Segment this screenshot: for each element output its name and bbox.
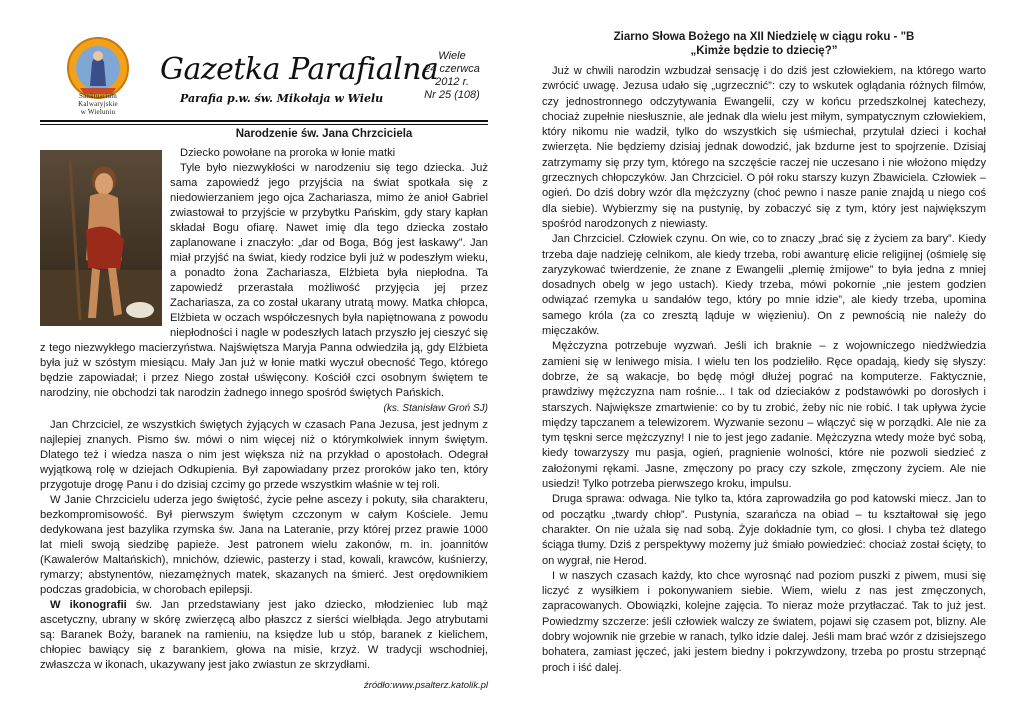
issue-year: 2012 r. [435, 76, 469, 88]
logo-line: Kalwaryjskie [78, 100, 118, 108]
article-paragraph: Tyle było niezwykłości w narodzeniu się tego dziecka. Już sama zapowiedź jego przyjścia na świat spotkała się z niedowierzaniem jego ojca Zachariasza, mimo że anioł Gabriel zwiastował to przyjście w przybytku Pańskim, gdy stary kapłan składał Bogu ofiarę. Nawet imię dla tego dziecka zostało zaplanowane i znaczyło: „dar od Boga, Bóg jest łaskawy”. Jan miał przyjść na świat, kiedy rodzice byli już w podeszłym wieku, a ponadto żona Zachariasza, Elżbieta była niepłodna. Ta zapowiedź przerastała możliwość przyjęcia jej przez Zachariasza, za co został ukarany utratą mowy. Matka chłopca, Elżbieta w oczach współczesnych była napiętnowana z powodu niepłodności i nagle w podeszłych latach przyszło jej cieszyć się z tego niezwykłego macierzyństwa. Najświętsza Maryja Panna odwiedziła ją, gdy Elżbieta była już w szóstym miesiącu. Mały Jan już w łonie matki wyczuł obecność Tego, którego będzie zapowiadał; i przez Niego został uświęcony. Kościół czci osobnym świętem te narodziny, nie obchodzi tak narodzin żadnego innego spośród świętych Pańskich. [40, 162, 488, 399]
parish-subtitle: Parafia p.w. św. Mikołaja w Wielu [180, 92, 384, 105]
homily-paragraph: Mężczyzna potrzebuje wyzwań. Jeśli ich braknie – z wojowniczego niedźwiedzia zamieni się w leniwego misia. I wielu ten los podzieliło. Ręce opadają, kiedy się słyszy: dobrze, że są wakacje, bo będę mógł dłużej pograć na komputerze. Faktycznie, prawdziwy mężczyzna nam rośnie... I tak od dzieciaków z podstawówki po dorosłych i starszych. Największe zmartwienie: co by tu zrobić, żeby nic nie robić. I tak upływa życie między tapczanem a telewizorem. Wyzwanie sezonu – włączyć się w porządki. Ale nie za tym tęskni serce mężczyzny! I nie to jest jego zadanie. Mężczyzna wtedy może być sobą, kiedy towarzyszy mu pasja, ogień, pragnienie wolności, które nie pozwoli siedzieć z założonymi rękami. Jasne, zmęczony po pracy czy szkole, zmęczony życiem. Ale nie usiedzi! Tylko potrzeba pierwszego kroku, impulsu. [542, 340, 986, 491]
iconography-label: W ikonografii [50, 599, 127, 611]
newsletter-title: Gazetka Parafialna [160, 52, 439, 87]
logo-line: w Wieluniu [80, 108, 116, 116]
issue-info [412, 50, 492, 102]
homily-paragraph: Jan Chrzciciel. Człowiek czynu. On wie, co to znaczy „brać się z życiem za bary”. Kiedy trzeba daje nadzieję celnikom, ale kiedy trzeba, robi awanturę elicie religijnej (ośmielę się zaryzykować twierdzenie, że znane z Ewangelii „plemię żmijowe” to była jedna z mniej dosadnych obelg w jego ustach). Kiedy trzeba, mówi pokornie „nie jestem godzien odwiązać rzemyka u sandałów tego, który po mnie idzie”, ale kiedy trzeba, upomina samego króla (za co zresztą ląduje w więzieniu). On z pewnością nie należy do mięczaków. [542, 233, 986, 338]
article-paragraph: W Janie Chrzcicielu uderza jego świętość, życie pełne ascezy i pokuty, siła charakteru, bezkompromisowość. Był pierwszym świętym czczonym w całym Kościele. Jemu dedykowana jest bazylika rzymska św. Jana na Lateranie, przy której przez prawie 1000 lat mieli swoją siedzibę papieże. Jest patronem wielu zakonów, m. in. joannitów (Kawalerów Maltańskich), mnichów, dziewic, pasterzy i stad, kowali, krawców, kuśnierzy, rymarzy; abstynentów, niezamężnych matek, skazanych na śmierć. Jest orędownikiem podczas gradobicia, w chorobach epilepsji. [40, 494, 488, 596]
source-credit: źródło:www.psalterz.katolik.pl [363, 680, 488, 691]
homily-title-line2: „Kimże będzie to dziecię?” [690, 45, 838, 57]
author-signature: (ks. Stanisław Groń SJ) [383, 403, 488, 414]
homily-paragraph: I w naszych czasach każdy, kto chce wyrosnąć nad poziom puszki z piwem, musi się liczyć z wysiłkiem i pokonywaniem siebie. Wiem, wielu z nas jest zmęczonych, zapracowanych. Obowiązki, kolejne zajęcia. To nieraz może przytłaczać. Tak to już jest. Powiedzmy szczerze: jeśli człowiek walczy ze światem, pojawi się czasem pot, blizny. Ale dobry wojownik nie grzebie w ranach, tylko idzie dalej. Jeśli mam brać wzór z dzisiejszego bohatera, zamiast jęczeć, jaki jestem biedny i pokrzywdzony, trzeba po prostu strzepnąć proch i iść dalej. [542, 569, 986, 674]
homily-paragraph: Druga sprawa: odwaga. Nie tylko ta, która zaprowadziła go pod katowski miecz. Jan to od początku „twardy chłop”. Pustynia, szarańcza na obiad – tu kształtował się jego charakter. On nie użala się nad sobą. Żyje dokładnie tym, co głosi. I chyba też dlatego ściąga tłumy. Dziś z perspektywy możemy już śmiało powiedzieć: chociaż został ścięty, to on wygrał, nie Herod. [542, 493, 986, 567]
logo-caption [56, 92, 140, 116]
header-rule-thin [40, 124, 488, 125]
masthead [40, 30, 488, 118]
birth-article [40, 128, 488, 414]
homily-paragraph: Już w chwili narodzin wzbudzał sensację i do dziś jest człowiekiem, na którego warto zwrócić uwagę. Jezusa udało się „ugrzecznić”: czy to wskutek oglądania różnych filmów, czy jednostronnego odczytywania Ewangelii, czy w końcu przedszkolnej katechezy, chociaż zupełnie niesłusznie, ale jednak dla wielu jest miłym, sympatycznym człowiekiem, który nikomu nie wadził, tylko do wszystkich się uśmiechał, przytulał dzieci i kochał zwierzęta. Nie będziemy dzisiaj jednak dowodzić, jak bzdurne jest to spojrzenie. Dzisiaj zatrzymamy się przy tym, którego na szczęście raczej nie uczesano i nie włożono między grzecznych chłopczyków. Jan Chrzciciel. O pół roku starszy kuzyn Zbawiciela. Człowiek – ogień. Do dziś dobry wzór dla mężczyzny (choć pewno i nasze panie znajdą u niego coś dla siebie). Wybierzmy się na pustynię, by zobaczyć się z tym, który jest największym spośród narodzonych z niewiasty. [542, 65, 986, 230]
header-rule [40, 120, 488, 122]
article-paragraph: Jan Chrzciciel, ze wszystkich świętych żyjących w czasach Pana Jezusa, jest jednym z najlepiej znanych. Pismo św. mówi o nim więcej niż o którymkolwiek innym świętym. Dlatego też i wiedza nasza o nim jest większa niż na przykład o apostołach. Odegrał wyjątkową rolę w dziejach Odkupienia. Był zapowiadany przez proroków jako ten, który przygotuje drogę Panu i do dzisiaj czcimy go przede wszystkim właśnie w tej roli. [40, 419, 488, 491]
issue-place: Wiele [438, 50, 466, 62]
logo-line: Sanktuarium [79, 92, 117, 100]
section-title: Narodzenie św. Jana Chrzciciela [235, 128, 413, 140]
article-paragraph [40, 598, 488, 673]
saint-article [40, 418, 488, 673]
homily-title [542, 30, 986, 58]
poem-lead: Dziecko powołane na proroka w łonie matki [180, 147, 396, 159]
issue-number: Nr 25 (108) [424, 89, 480, 101]
homily-title-line1: Ziarno Słowa Bożego na XII Niedzielę w ciągu roku - "B [613, 31, 915, 43]
iconography-text: św. Jan przedstawiany jest jako dziecko, młodzieniec lub mąż ascetyczny, ubrany w skórę zwierzęcą albo płaszcz z sierści wielbłąda. Jego atrybutami są: Baranek Boży, baranek na ramieniu, na księdze lub u stóp, baranek z kielichem, chłopiec bawiący się z barankiem, głowa na misie, krzyż. W tradycji wschodniej, zwłaszcza w ikonach, ukazywany jest jako zwiastun ze skrzydłami. [40, 599, 488, 671]
john-baptist-painting [40, 150, 162, 326]
issue-date: 24 czerwca [424, 63, 480, 75]
right-page [512, 0, 1024, 724]
